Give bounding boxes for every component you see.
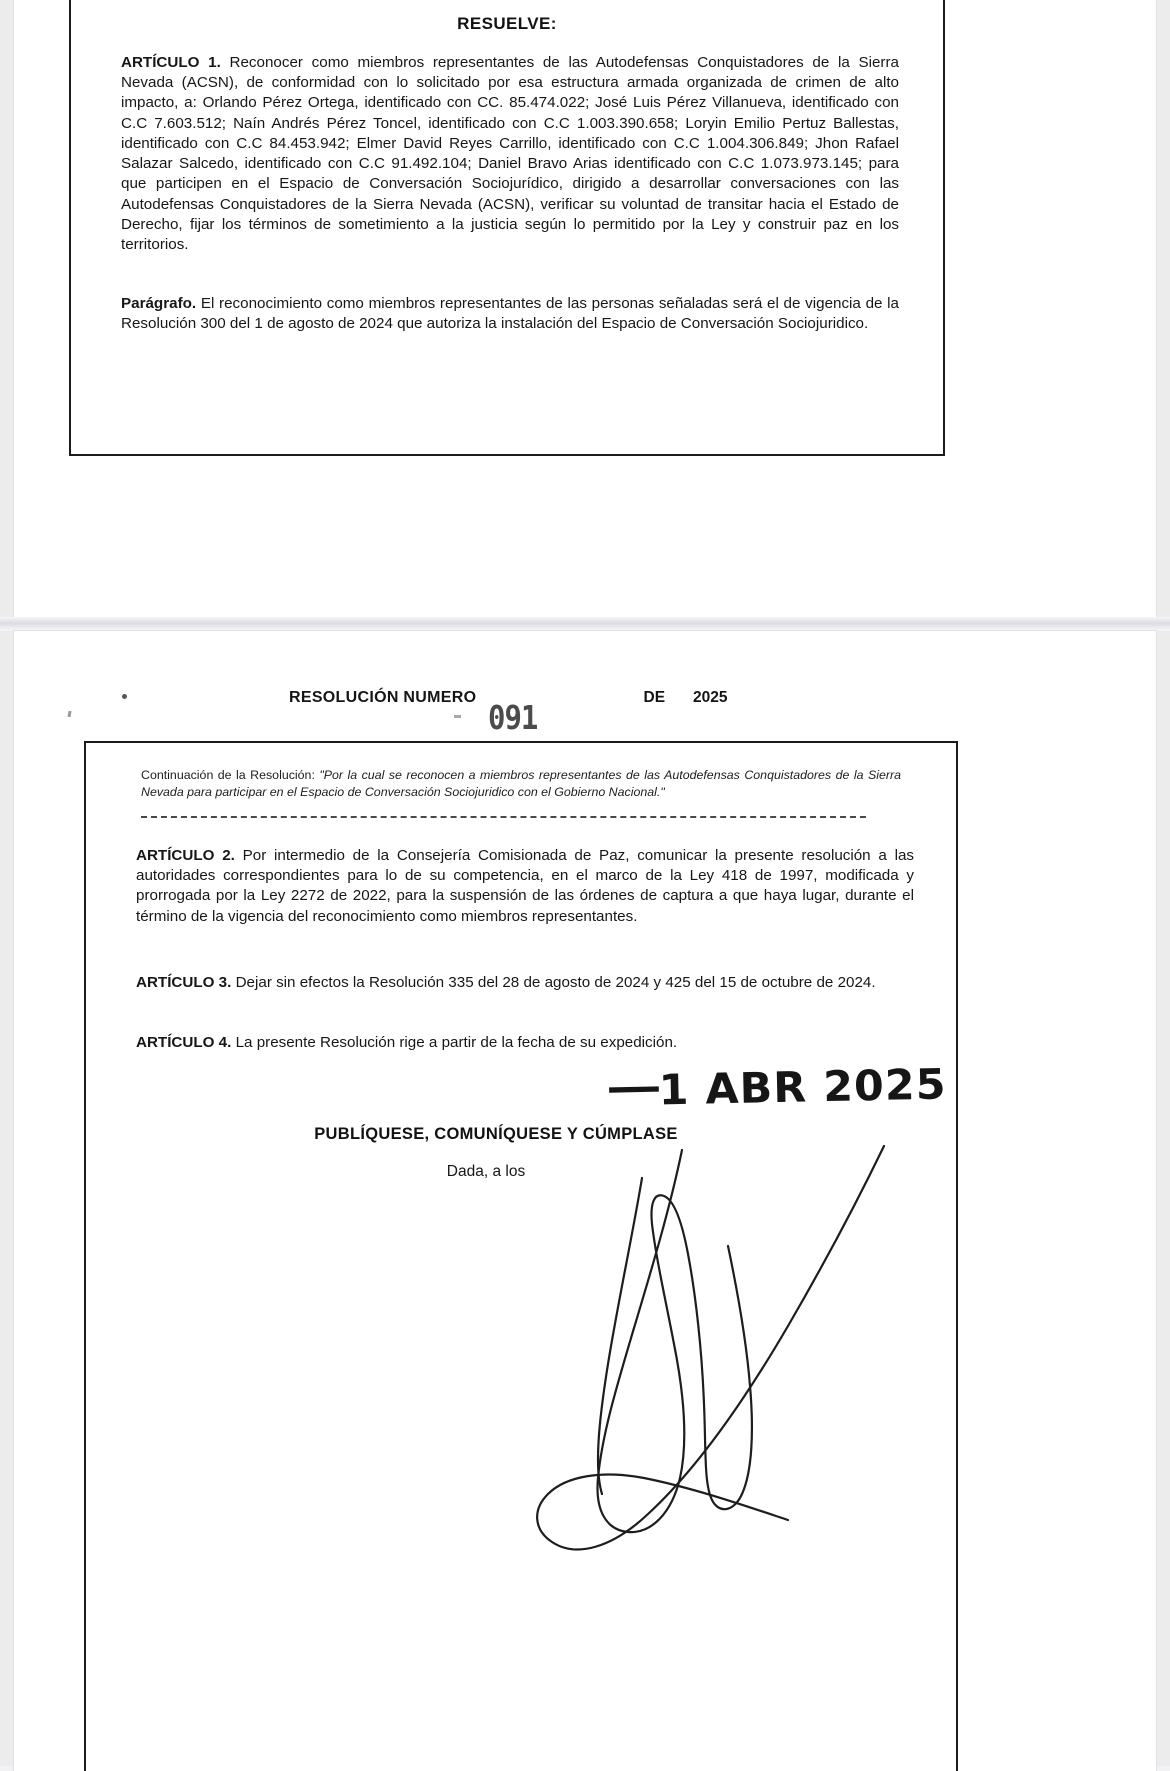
paragrafo-body: El reconocimiento como miembros representantes de las personas señaladas será el de vigencia de la Resolución 300 del 1 de agosto de 2024 que autoriza la instalación del Espacio de Conversación Sociojuridico. — [121, 295, 899, 333]
paragrafo-paragraph — [121, 294, 899, 334]
articulo-4-label: ARTÍCULO 4. — [136, 1034, 232, 1051]
resolution-number-stamp: 091 — [488, 698, 538, 738]
articulo-1-label: ARTÍCULO 1. — [121, 54, 221, 71]
scan-artifact-dot — [122, 694, 127, 699]
resolution-number-label: RESOLUCIÓN NUMERO — [289, 689, 477, 706]
resolution-year: 2025 — [693, 689, 728, 706]
publiquese-heading: PUBLÍQUESE, COMUNÍQUESE Y CÚMPLASE — [314, 1125, 678, 1143]
resuelve-heading: RESUELVE: — [457, 14, 557, 33]
scan-artifact-dash — [454, 715, 461, 718]
page-1-content-frame — [69, 0, 945, 456]
paragrafo-label: Parágrafo. — [121, 295, 197, 312]
articulo-4-body: La presente Resolución rige a partir de la fecha de su expedición. — [231, 1034, 678, 1051]
signature-ink — [416, 1138, 896, 1558]
resolution-number-header — [14, 689, 1156, 739]
articulo-1-paragraph — [121, 53, 899, 255]
articulo-1-body: Reconocer como miembros representantes de las Autodefensas Conquistadores de la Sierra Nevada (ACSN), de conformidad con lo solicitado por esa estructura armada organizada de crimen de alto impacto, a: Orlando Pérez Ortega, identificado con CC. 85.474.022; José Luis Pérez Villanueva, identificado con C.C 7.603.512; Naín Andrés Pérez Toncel, identificado con C.C 1.003.390.658; Loryin Emilio Pertuz Ballestas, identificado con C.C 84.453.942; Elmer David Reyes Carrillo, identificado con C.C 1.004.306.849; Jhon Rafael Salazar Salcedo, identificado con C.C 91.492.104; Daniel Bravo Arias identificado con C.C 1.073.973.145; para que participen en el Espacio de Conversación Sociojurídico, dirigido a desarrollar conversaciones con las Autodefensas Conquistadores de la Sierra Nevada (ACSN), verificar su voluntad de transitar hacia el Estado de Derecho, fijar los términos de sometimiento a la justicia según lo permitido por la Ley y construir paz en los territorios. — [121, 54, 899, 253]
articulo-2-label: ARTÍCULO 2. — [136, 847, 235, 864]
articulo-3-label: ARTÍCULO 3. — [136, 974, 232, 991]
document-page-2 — [14, 631, 1156, 1771]
continuation-prefix: Continuación de la Resolución: — [141, 768, 320, 782]
articulo-2-body: Por intermedio de la Consejería Comisionada de Paz, comunicar la presente resolución a las autoridades correspondientes para lo de su competencia, en el marco de la Ley 418 de 1997, modificada y prorrogada por la Ley 2272 de 2022, para la suspensión de las órdenes de captura a que haya lugar, durante el término de la vigencia del reconocimiento como miembros representantes. — [136, 847, 914, 925]
articulo-4-paragraph — [136, 1033, 914, 1053]
dada-a-los-label: Dada, a los — [446, 1163, 526, 1180]
continuation-quote: "Por la cual se reconocen a miembros representantes de las Autodefensas Conquistadores de la Sierra Nevada para participar en el Espacio de Conversación Sociojuridico con el Gobierno Nacional." — [141, 768, 901, 800]
page-2-content-frame — [84, 741, 958, 1771]
handwritten-signature — [416, 1138, 896, 1558]
header-divider — [141, 816, 866, 818]
date-stamp-text: 1 ABR 2025 — [658, 1059, 947, 1115]
articulo-2-paragraph — [136, 846, 914, 927]
date-stamp-dash: — — [605, 1061, 664, 1112]
document-page-1 — [14, 0, 1156, 617]
articulo-3-paragraph — [136, 973, 914, 993]
scan-artifact-mark — [67, 711, 71, 717]
continuation-note — [141, 767, 901, 802]
date-stamp — [605, 1059, 947, 1116]
resolution-de-label: DE — [643, 689, 666, 706]
articulo-3-body: Dejar sin efectos la Resolución 335 del 28 de agosto de 2024 y 425 del 15 de octubre de 2024. — [231, 974, 876, 991]
page-separator — [0, 617, 1170, 631]
